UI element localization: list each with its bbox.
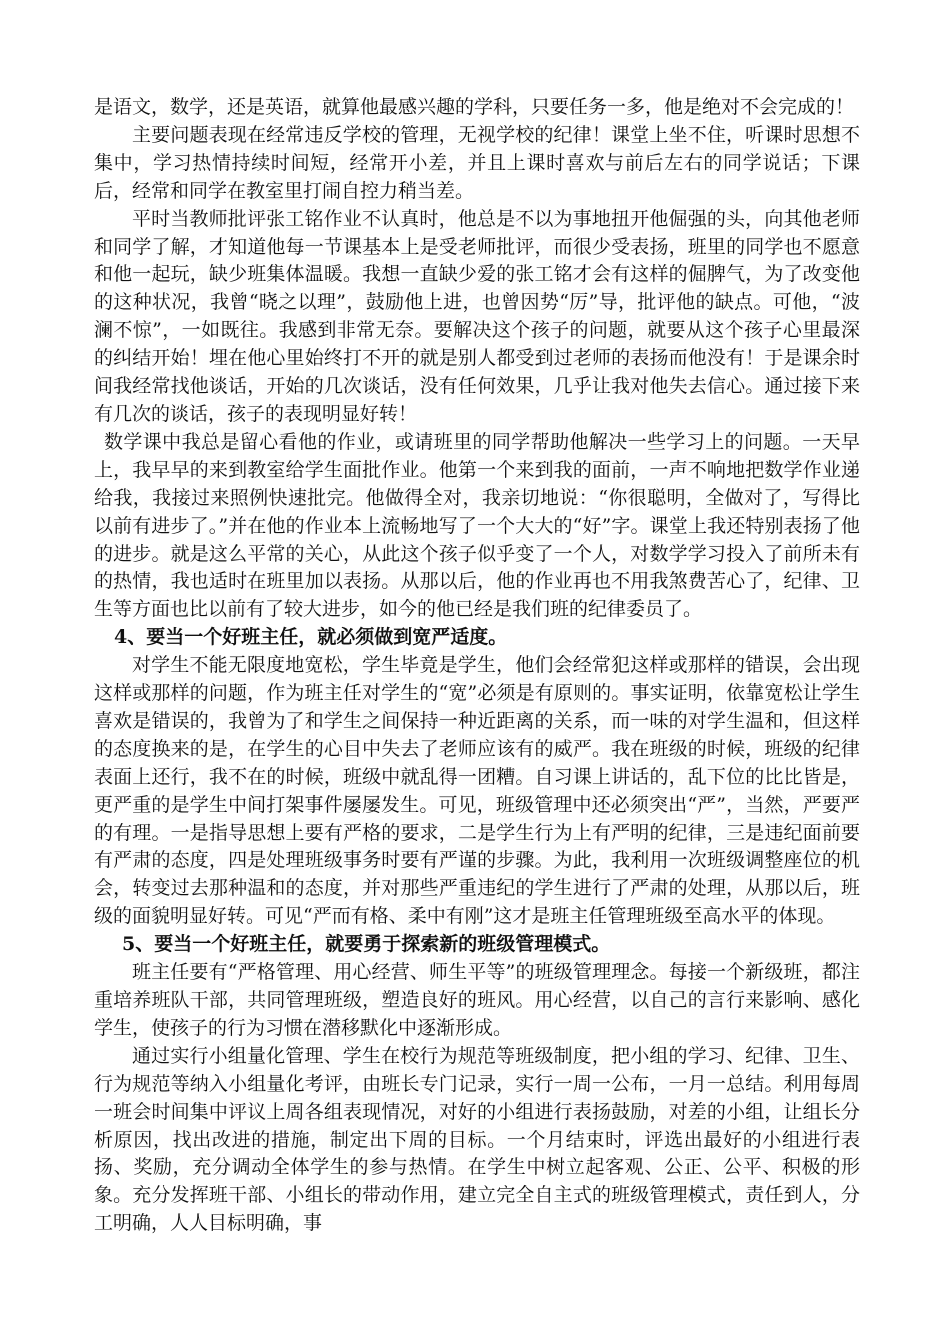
paragraph-math-homework: 数学课中我总是留心看他的作业，或请班里的同学帮助他解决一些学习上的问题。一天早上，我早早的来到教室给学生面批作业。他第一个来到我的面前，一声不响地把数学作业递给我，我接过来照例快速批完。他做得全对，我亲切地说：“你很聪明，全做对了，写得比以前有进步了。”并在他的作业本上流畅地写了一个大大的“好”字。课堂上我还特别表扬了他的进步。就是这么平常的关心，从此这个孩子似乎变了一个人，对数学学习投入了前所未有的热情，我也适时在班里加以表扬。从那以后，他的作业再也不用我煞费苦心了，纪律、卫生等方面也比以前有了较大进步，如今的他已经是我们班的纪律委员了。 <box>94 430 860 621</box>
document-body <box>94 94 860 1238</box>
paragraph-student-criticism: 平时当教师批评张工铭作业不认真时，他总是不以为事地扭开他倔强的头，向其他老师和同学了解，才知道他每一节课基本上是受老师批评，而很少受表扬，班里的同学也不愿意和他一起玩，缺少班集体温暖。我想一直缺少爱的张工铭才会有这样的倔脾气，为了改变他的这种状况，我曾“晓之以理”，鼓励他上进，也曾因势“厉”导，批评他的缺点。可他，“波澜不惊”，一如既往。我感到非常无奈。要解决这个孩子的问题，就要从这个孩子心里最深的纠结开始！埋在他心里始终打不开的就是别人都受到过老师的表扬而他没有！于是课余时间我经常找他谈话，开始的几次谈话，没有任何效果，几乎让我对他失去信心。通过接下来有几次的谈话，孩子的表现明显好转！ <box>94 207 860 425</box>
paragraph-management-concept: 班主任要有“严格管理、用心经营、师生平等”的班级管理理念。每接一个新级班，都注重培养班队干部，共同管理班级，塑造良好的班风。用心经营，以自己的言行来影响、感化学生，使孩子的行为习惯在潜移默化中逐渐形成。 <box>94 961 860 1039</box>
paragraph-discipline-problems: 主要问题表现在经常违反学校的管理，无视学校的纪律！课堂上坐不住，听课时思想不集中，学习热情持续时间短，经常开小差，并且上课时喜欢与前后左右的同学说话；下课后，经常和同学在教室里打闹自控力稍当差。 <box>94 123 860 202</box>
section-heading-5: 5、要当一个好班主任，就要勇于探索新的班级管理模式。 <box>122 933 611 956</box>
paragraph-continuation: 是语文，数学，还是英语，就算他最感兴趣的学科，只要任务一多，他是绝对不会完成的！ <box>94 96 855 118</box>
section-heading-4: 4、要当一个好班主任，就必须做到宽严适度。 <box>114 626 508 649</box>
paragraph-group-management: 通过实行小组量化管理、学生在校行为规范等班级制度，把小组的学习、纪律、卫生、行为规范等纳入小组量化考评，由班长专门记录，实行一周一公布，一月一总结。利用每周一班会时间集中评议上周各组表现情况，对好的小组进行表扬鼓励，对差的小组，让组长分析原因，找出改进的措施，制定出下周的目标。一个月结束时，评选出最好的小组进行表扬、奖励，充分调动全体学生的参与热情。在学生中树立起客观、公正、公平、积极的形象。充分发挥班干部、小组长的带动作用，建立完全自主式的班级管理模式，责任到人，分工明确，人人目标明确，事 <box>94 1044 860 1235</box>
paragraph-strict-and-lenient: 对学生不能无限度地宽松，学生毕竟是学生，他们会经常犯这样或那样的错误，会出现这样或那样的问题，作为班主任对学生的“宽”必须是有原则的。事实证明，依靠宽松让学生喜欢是错误的，我曾为了和学生之间保持一种近距离的关系，而一味的对学生温和，但这样的态度换来的是，在学生的心目中失去了老师应该有的威严。我在班级的时候，班级的纪律表面上还行，我不在的时候，班级中就乱得一团糟。自习课上讲话的，乱下位的比比皆是，更严重的是学生中间打架事件屡屡发生。可见，班级管理中还必须突出“严”，当然，严要严的有理。一是指导思想上要有严格的要求，二是学生行为上有严明的纪律，三是违纪面前要有严肃的态度，四是处理班级事务时要有严谨的步骤。为此，我利用一次班级调整座位的机会，转变过去那种温和的态度，并对那些严重违纪的学生进行了严肃的处理，从那以后，班级的面貌明显好转。可见“严而有格、柔中有刚”这才是班主任管理班级至高水平的体现。 <box>94 654 860 928</box>
